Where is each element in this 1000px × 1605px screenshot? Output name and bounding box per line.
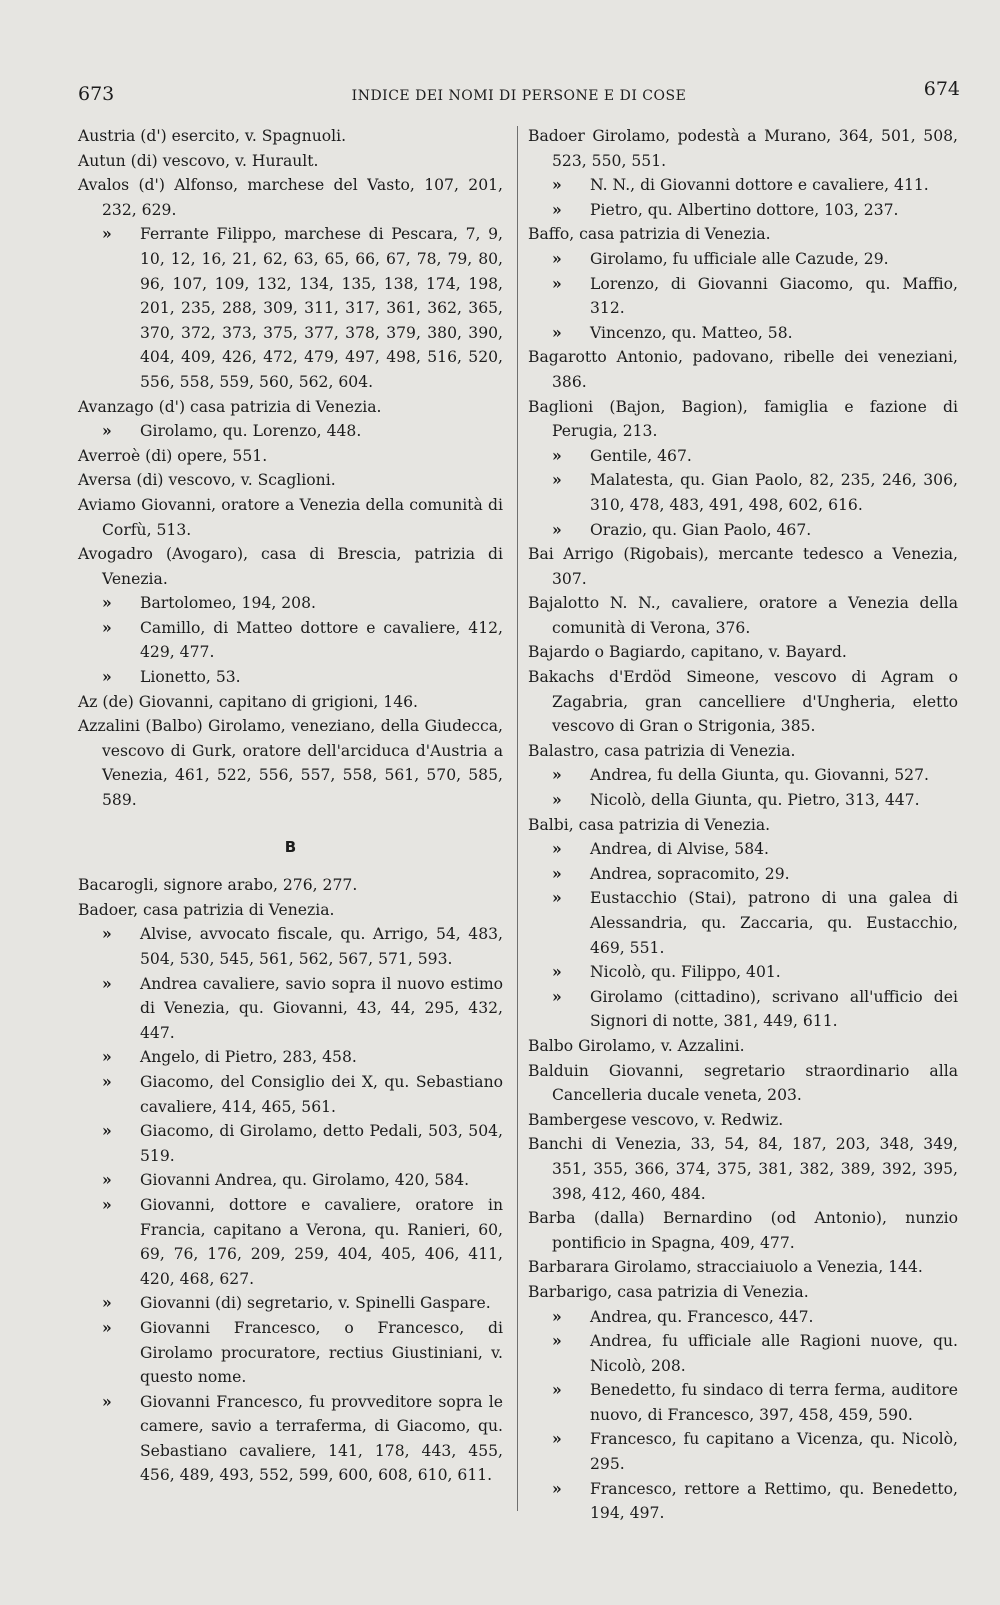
index-entry	[78, 173, 503, 222]
ditto-mark: »	[552, 199, 562, 219]
ditto-mark: »	[552, 175, 562, 195]
entry-text: Benedetto, fu sindaco di terra ferma, auditore nuovo, di Francesco, 397, 458, 459, 590.	[590, 1381, 958, 1424]
index-subentry	[528, 1305, 958, 1330]
entry-text: Ferrante Filippo, marchese di Pescara, 7, 9, 10, 12, 16, 21, 62, 63, 65, 66, 67, 78, 79, 80, 96, 107, 109, 132, 134, 135, 138, 174, 198, 201, 235, 288, 309, 311, 317, 361, 362, 365, 370, 372, 373, 375, 377, 378, 379, 380, 390, 404, 409, 426, 472, 479, 497, 498, 516, 520, 556, 558, 559, 560, 562, 604.	[140, 225, 503, 391]
entry-text: Avogadro (Avogaro), casa di Brescia, patrizia di Venezia.	[78, 545, 503, 588]
ditto-mark: »	[552, 322, 562, 342]
index-entry	[78, 149, 503, 174]
ditto-mark: »	[552, 519, 562, 539]
entry-text: Balbi, casa patrizia di Venezia.	[528, 815, 771, 834]
ditto-mark: »	[552, 986, 562, 1006]
index-entry	[528, 1255, 958, 1280]
ditto-mark: »	[552, 1478, 562, 1498]
index-subentry	[528, 1378, 958, 1427]
entry-text: Andrea, fu della Giunta, qu. Giovanni, 527.	[590, 766, 929, 785]
ditto-mark: »	[552, 1429, 562, 1449]
index-entry	[78, 124, 503, 149]
entry-text: Andrea, qu. Francesco, 447.	[590, 1307, 814, 1326]
index-entry	[528, 1034, 958, 1059]
index-subentry	[78, 616, 503, 665]
section-letter: B	[284, 837, 297, 856]
entry-text: Vincenzo, qu. Matteo, 58.	[590, 323, 793, 342]
index-subentry	[78, 665, 503, 690]
index-entry	[528, 1132, 958, 1206]
ditto-mark: »	[102, 224, 112, 244]
entry-text: Avalos (d') Alfonso, marchese del Vasto, 107, 201, 232, 629.	[78, 176, 503, 219]
index-subentry	[528, 321, 958, 346]
entry-text: Bambergese vescovo, v. Redwiz.	[528, 1110, 784, 1129]
index-subentry	[78, 1119, 503, 1168]
index-entry	[528, 640, 958, 665]
column-divider	[517, 126, 518, 1511]
ditto-mark: »	[552, 1331, 562, 1351]
ditto-mark: »	[102, 1170, 112, 1190]
entries-b-list	[78, 873, 503, 1488]
entry-text: Bartolomeo, 194, 208.	[140, 594, 316, 613]
entry-text: Balduin Giovanni, segretario straordinario alla Cancelleria ducale veneta, 203.	[528, 1061, 958, 1105]
entry-text: Gentile, 467.	[590, 446, 692, 465]
index-entry	[528, 542, 958, 591]
entry-text: Badoer Girolamo, podestà a Murano, 364, 501, 508, 523, 550, 551.	[528, 127, 958, 170]
entry-text: Banchi di Venezia, 33, 54, 84, 187, 203, 348, 349, 351, 355, 366, 374, 375, 381, 382, 389, 392, 395, 398, 412, 460, 484.	[528, 1135, 958, 1203]
index-subentry	[528, 837, 958, 862]
index-subentry	[78, 972, 503, 1046]
index-entry	[528, 345, 958, 394]
ditto-mark: »	[102, 1071, 112, 1091]
index-subentry	[528, 1329, 958, 1378]
ditto-mark: »	[102, 593, 112, 613]
index-subentry	[528, 272, 958, 321]
index-entry	[78, 493, 503, 542]
ditto-mark: »	[102, 924, 112, 944]
entry-text: Barba (dalla) Bernardino (od Antonio), nunzio pontificio in Spagna, 409, 477.	[528, 1209, 958, 1252]
entry-text: Bajalotto N. N., cavaliere, oratore a Venezia della comunità di Verona, 376.	[528, 594, 958, 637]
ditto-mark: »	[102, 421, 112, 441]
ditto-mark: »	[552, 790, 562, 810]
entry-text: Malatesta, qu. Gian Paolo, 82, 235, 246, 306, 310, 478, 483, 491, 498, 602, 616.	[590, 471, 958, 514]
index-subentry	[528, 788, 958, 813]
index-entry	[528, 124, 958, 173]
index-subentry	[78, 1168, 503, 1193]
ditto-mark: »	[552, 273, 562, 293]
entry-text: Alvise, avvocato fiscale, qu. Arrigo, 54, 483, 504, 530, 545, 561, 562, 567, 571, 593.	[140, 925, 503, 968]
entry-text: Baglioni (Bajon, Bagion), famiglia e fazione di Perugia, 213.	[528, 397, 958, 441]
left-column	[78, 124, 503, 1488]
index-entry	[528, 222, 958, 247]
index-entry	[78, 898, 503, 923]
entry-text: Balastro, casa patrizia di Venezia.	[528, 741, 796, 760]
entry-text: Giovanni Francesco, o Francesco, di Girolamo procuratore, rectius Giustiniani, v. questo nome.	[140, 1318, 503, 1387]
right-page-number: 674	[923, 78, 960, 100]
index-entry	[78, 468, 503, 493]
entry-text: Bajardo o Bagiardo, capitano, v. Bayard.	[528, 643, 847, 662]
entry-text: Autun (di) vescovo, v. Hurault.	[78, 151, 319, 170]
entry-text: Bai Arrigo (Rigobais), mercante tedesco a Venezia, 307.	[528, 545, 958, 588]
ditto-mark: »	[552, 863, 562, 883]
entry-text: Francesco, fu capitano a Vicenza, qu. Nicolò, 295.	[590, 1430, 958, 1474]
entry-text: Azzalini (Balbo) Girolamo, veneziano, della Giudecca, vescovo di Gurk, oratore dell'arciduca d'Austria a Venezia, 461, 522, 556, 557, 558, 561, 570, 585, 589.	[78, 717, 503, 810]
index-entry	[78, 444, 503, 469]
entry-text: Giovanni Francesco, fu provveditore sopra le camere, savio a terraferma, di Giacomo, qu. Sebastiano cavaliere, 141, 178, 443, 455, 456, 489, 493, 552, 599, 600, 608, 610, 611.	[140, 1392, 503, 1485]
entry-text: Girolamo (cittadino), scrivano all'ufficio dei Signori di notte, 381, 449, 611.	[590, 987, 958, 1031]
ditto-mark: »	[552, 248, 562, 268]
ditto-mark: »	[552, 888, 562, 908]
index-subentry	[528, 985, 958, 1034]
entry-text: Giacomo, di Girolamo, detto Pedali, 503, 504, 519.	[140, 1122, 503, 1165]
index-subentry	[528, 518, 958, 543]
index-entry	[528, 813, 958, 838]
ditto-mark: »	[552, 839, 562, 859]
entry-text: Girolamo, fu ufficiale alle Cazude, 29.	[590, 249, 889, 268]
index-entry	[78, 690, 503, 715]
entry-text: Austria (d') esercito, v. Spagnuoli.	[78, 127, 347, 145]
ditto-mark: »	[102, 1317, 112, 1337]
ditto-mark: »	[102, 1194, 112, 1214]
entry-text: Avanzago (d') casa patrizia di Venezia.	[78, 397, 382, 416]
ditto-mark: »	[552, 1380, 562, 1400]
right-column	[528, 124, 958, 1526]
entry-text: Andrea, sopracomito, 29.	[590, 864, 790, 883]
index-entry	[528, 1206, 958, 1255]
entry-text: Az (de) Giovanni, capitano di grigioni, 146.	[78, 692, 419, 711]
ditto-mark: »	[102, 1121, 112, 1141]
entry-text: Nicolò, qu. Filippo, 401.	[590, 963, 781, 982]
index-entry	[528, 1059, 958, 1108]
index-subentry	[528, 1427, 958, 1476]
index-subentry	[78, 1070, 503, 1119]
index-subentry	[78, 922, 503, 971]
entry-text: Girolamo, qu. Lorenzo, 448.	[140, 422, 362, 441]
entry-text: Andrea, fu ufficiale alle Ragioni nuove, qu. Nicolò, 208.	[590, 1332, 958, 1375]
entry-text: Giovanni, dottore e cavaliere, oratore in Francia, capitano a Verona, qu. Ranieri, 60, 69, 76, 176, 209, 259, 404, 405, 406, 411, 420, 468, 627.	[140, 1195, 503, 1288]
entry-text: Barbarara Girolamo, stracciaiuolo a Venezia, 144.	[528, 1258, 923, 1277]
page-header	[78, 78, 960, 108]
ditto-mark: »	[552, 470, 562, 490]
ditto-mark: »	[102, 1391, 112, 1411]
index-subentry	[78, 1291, 503, 1316]
entry-text: Badoer, casa patrizia di Venezia.	[78, 900, 335, 919]
entry-text: Andrea, di Alvise, 584.	[590, 840, 770, 859]
index-entry	[78, 714, 503, 812]
index-entry	[78, 542, 503, 591]
entry-text: Giacomo, del Consiglio dei X, qu. Sebastiano cavaliere, 414, 465, 561.	[140, 1072, 503, 1116]
entry-text: Pietro, qu. Albertino dottore, 103, 237.	[590, 200, 899, 219]
ditto-mark: »	[552, 445, 562, 465]
index-subentry	[78, 591, 503, 616]
index-entry	[528, 1280, 958, 1305]
entry-text: Barbarigo, casa patrizia di Venezia.	[528, 1282, 809, 1301]
index-entry	[78, 873, 503, 898]
index-subentry	[78, 1390, 503, 1488]
entries-right-list	[528, 124, 958, 1526]
entry-text: N. N., di Giovanni dottore e cavaliere, 411.	[590, 176, 929, 195]
ditto-mark: »	[102, 1047, 112, 1067]
entry-text: Francesco, rettore a Rettimo, qu. Benedetto, 194, 497.	[590, 1479, 958, 1523]
index-entry	[528, 739, 958, 764]
index-subentry	[78, 1193, 503, 1291]
entries-a-list	[78, 124, 503, 813]
entry-text: Averroè (di) opere, 551.	[78, 446, 268, 465]
ditto-mark: »	[552, 765, 562, 785]
entry-text: Angelo, di Pietro, 283, 458.	[140, 1048, 357, 1067]
ditto-mark: »	[102, 617, 112, 637]
index-subentry	[528, 444, 958, 469]
index-entry	[78, 395, 503, 420]
index-subentry	[528, 763, 958, 788]
entry-text: Bakachs d'Erdöd Simeone, vescovo di Agram o Zagabria, gran cancelliere d'Ungheria, eletto vescovo di Gran o Strigonia, 385.	[528, 668, 958, 736]
entry-text: Lionetto, 53.	[140, 668, 241, 687]
index-subentry	[528, 173, 958, 198]
entry-text: Lorenzo, di Giovanni Giacomo, qu. Maffio, 312.	[590, 274, 958, 318]
index-entry	[528, 665, 958, 739]
index-entry	[528, 591, 958, 640]
index-subentry	[528, 198, 958, 223]
entry-text: Nicolò, della Giunta, qu. Pietro, 313, 447.	[590, 791, 920, 810]
left-page-number: 673	[78, 83, 115, 105]
running-title: INDICE DEI NOMI DI PERSONE E DI COSE	[351, 88, 687, 104]
index-subentry	[78, 222, 503, 394]
entry-text: Bacarogli, signore arabo, 276, 277.	[78, 876, 358, 895]
index-subentry	[528, 1477, 958, 1526]
entry-text: Balbo Girolamo, v. Azzalini.	[528, 1036, 745, 1055]
ditto-mark: »	[552, 1306, 562, 1326]
ditto-mark: »	[552, 962, 562, 982]
index-subentry	[528, 960, 958, 985]
index-entry	[528, 395, 958, 444]
index-subentry	[78, 419, 503, 444]
entry-text: Eustacchio (Stai), patrono di una galea di Alessandria, qu. Zaccaria, qu. Eustacchio, 469, 551.	[590, 889, 958, 957]
entry-text: Camillo, di Matteo dottore e cavaliere, 412, 429, 477.	[140, 618, 503, 662]
index-subentry	[528, 886, 958, 960]
entry-text: Giovanni Andrea, qu. Girolamo, 420, 584.	[140, 1171, 470, 1190]
index-subentry	[528, 468, 958, 517]
ditto-mark: »	[102, 973, 112, 993]
index-subentry	[528, 862, 958, 887]
entry-text: Orazio, qu. Gian Paolo, 467.	[590, 520, 812, 539]
entry-text: Aviamo Giovanni, oratore a Venezia della comunità di Corfù, 513.	[78, 495, 503, 539]
index-subentry	[528, 247, 958, 272]
entry-text: Giovanni (di) segretario, v. Spinelli Gaspare.	[140, 1294, 491, 1313]
entry-text: Bagarotto Antonio, padovano, ribelle dei veneziani, 386.	[528, 348, 958, 391]
index-subentry	[78, 1045, 503, 1070]
entry-text: Andrea cavaliere, savio sopra il nuovo estimo di Venezia, qu. Giovanni, 43, 44, 295, 432, 447.	[140, 974, 503, 1042]
ditto-mark: »	[102, 1293, 112, 1313]
index-subentry	[78, 1316, 503, 1390]
ditto-mark: »	[102, 667, 112, 687]
entry-text: Aversa (di) vescovo, v. Scaglioni.	[78, 471, 336, 490]
index-entry	[528, 1108, 958, 1133]
entry-text: Baffo, casa patrizia di Venezia.	[528, 225, 771, 244]
